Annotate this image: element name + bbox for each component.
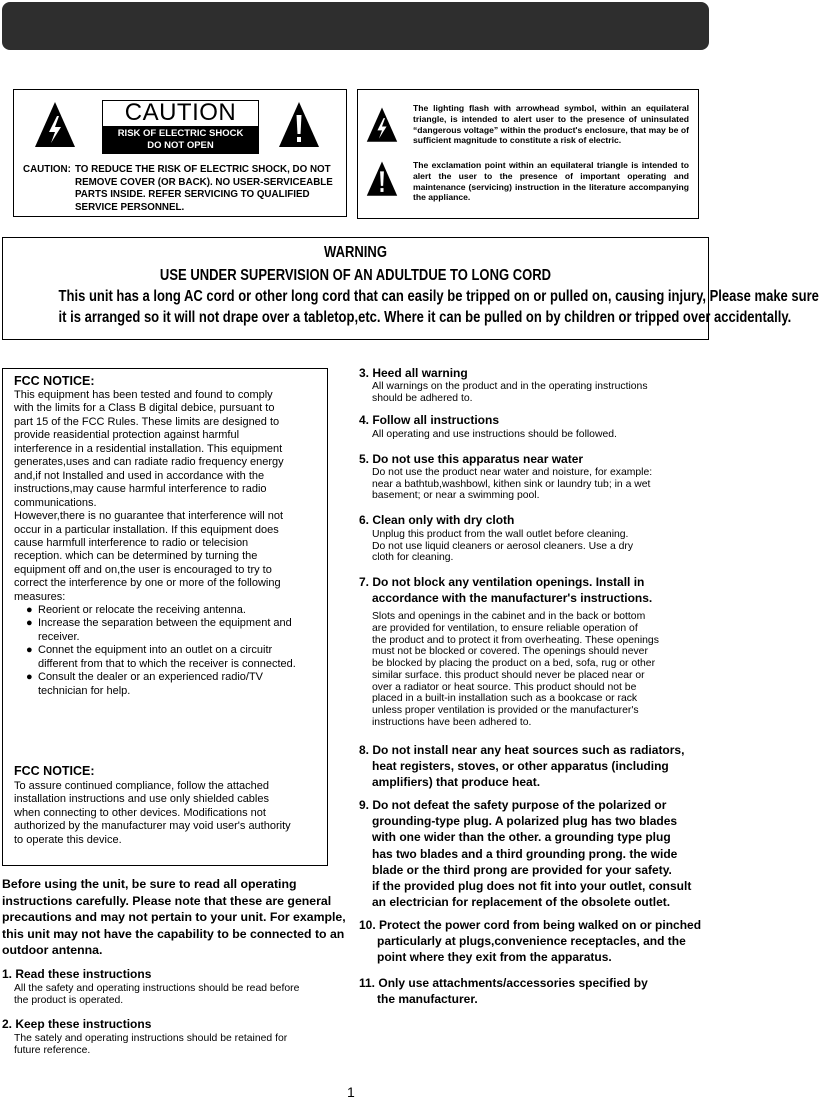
instruction-item bbox=[359, 975, 648, 1007]
instruction-line: Do not use the product near water and noisture, for example: bbox=[372, 467, 653, 478]
instruction-heading-line: an electrician for replacement of the obsolete outlet. bbox=[372, 895, 671, 910]
caution-statement-label: CAUTION: bbox=[23, 164, 71, 175]
instruction-heading: 5. Do not use this apparatus near water bbox=[359, 452, 584, 466]
fcc-line: To assure continued compliance, follow the attached bbox=[14, 780, 269, 792]
list-item-text: Connet the equipment into an outlet on a circuitr bbox=[38, 644, 273, 657]
instruction-line: should be adhered to. bbox=[372, 392, 473, 404]
instruction-line: instructions have been adhered to. bbox=[372, 716, 532, 728]
fcc-line: cause harmfull interference to radio or telecision bbox=[14, 536, 249, 549]
instruction-body bbox=[14, 983, 299, 1006]
instruction-heading-line: 8. Do not install near any heat sources such as radiators, bbox=[359, 743, 685, 757]
instruction-item bbox=[359, 742, 684, 791]
instruction-line: unless proper ventilation is provided or the manufacturer's bbox=[372, 705, 639, 716]
fcc-line: part 15 of the FCC Rules. These limits are designed to bbox=[14, 415, 280, 428]
caution-sub1: RISK OF ELECTRIC SHOCK bbox=[117, 128, 244, 139]
instruction-heading: 6. Clean only with dry cloth bbox=[359, 513, 515, 527]
instruction-line: over a radiator or heat source. This product should not be bbox=[372, 681, 637, 693]
fcc-line: installation instructions and use only shielded cables bbox=[14, 793, 269, 806]
instruction-heading-line: grounding-type plug. A polarized plug has two blades bbox=[372, 814, 678, 829]
caution-line: SERVICE PERSONNEL. bbox=[75, 201, 185, 213]
fcc-line: instructions,may cause harmful interference to radio bbox=[14, 483, 267, 496]
instruction-heading-line: 11. Only use attachments/accessories specified by bbox=[359, 976, 648, 990]
fcc-line: This equipment has been tested and found to comply bbox=[14, 389, 273, 401]
fcc-line: communications. bbox=[14, 496, 97, 509]
instruction-line: be blocked by placing the product on a bed, sofa, rug or other bbox=[372, 658, 656, 669]
page-number: 1 bbox=[347, 1084, 355, 1100]
instruction-line: the product and to protect it from overheating. These openings bbox=[372, 634, 659, 646]
caution-line: REMOVE COVER (OR BACK). NO USER-SERVICEABLE bbox=[75, 176, 333, 188]
fcc-heading: FCC NOTICE: bbox=[14, 764, 95, 778]
list-item-text: receiver. bbox=[38, 630, 80, 643]
instruction-heading-line: point where they exit from the apparatus. bbox=[377, 950, 612, 965]
instruction-line: Unplug this product from the wall outlet before cleaning. bbox=[372, 529, 629, 540]
instruction-line: cloth for cleaning. bbox=[372, 552, 454, 564]
fcc-heading: FCC NOTICE: bbox=[14, 374, 95, 388]
instruction-body bbox=[372, 611, 659, 729]
notice-line: outdoor antenna. bbox=[2, 943, 103, 958]
caution-statement bbox=[23, 164, 343, 214]
fcc-line: interference in a residential installation. This equipment bbox=[14, 442, 283, 455]
list-item bbox=[26, 671, 326, 698]
notice-line: this unit may not have the capability to be connected to an bbox=[2, 926, 345, 941]
fcc-line: measures: bbox=[14, 590, 66, 603]
caution-line: TO REDUCE THE RISK OF ELECTRIC SHOCK, DO NOT bbox=[75, 164, 331, 175]
instruction-heading-line: accordance with the manufacturer's instructions. bbox=[372, 591, 653, 606]
warning-text-line: This unit has a long AC cord or other long cord that can easily be tripped on or pulled on, causing injury, Please make sure bbox=[58, 288, 819, 305]
instruction-line: placed in a built-in installation such as a bookcase or rack bbox=[372, 693, 638, 705]
fcc-line: provide reasidential protection against harmful bbox=[14, 429, 240, 442]
list-item-text: Consult the dealer or an experienced radio/TV bbox=[38, 671, 264, 684]
instruction-line: All the safety and operating instructions should be read before bbox=[14, 983, 300, 994]
fcc-line: reception. which can be determined by turning the bbox=[14, 550, 258, 563]
header-bar bbox=[2, 2, 709, 50]
instruction-item bbox=[359, 917, 701, 966]
fcc-line: However,there is no guarantee that interference will not bbox=[14, 510, 284, 523]
instruction-heading-line: amplifiers) that produce heat. bbox=[372, 775, 541, 790]
instruction-heading: 4. Follow all instructions bbox=[359, 413, 500, 427]
instruction-line: All operating and use instructions should be followed. bbox=[372, 429, 617, 440]
instruction-item bbox=[359, 797, 691, 910]
instruction-line: basement; or near a swimming pool. bbox=[372, 490, 540, 502]
instruction-body bbox=[372, 429, 617, 441]
lightning-explanation: The lighting flash with arrowhead symbol, within an equilateral triangle, is intended to alert user to the presence of uninsulated “dangerous voltage” within the product's enclosure, that may be of sufficient magnitude to constitute a risk of electric. bbox=[413, 103, 689, 146]
instruction-line: must not be blocked or covered. The openings should never bbox=[372, 646, 648, 658]
caution-sub2: DO NOT OPEN bbox=[147, 140, 214, 151]
instruction-body bbox=[372, 467, 652, 502]
exclamation-explanation: The exclamation point within an equilateral triangle is intended to alert the user to the presence of important operating and maintenance (servicing) instruction in the literature accompanying the appliance. bbox=[413, 160, 689, 203]
instruction-line: near a bathtub,washbowl, kithen sink or laundry tub; in a wet bbox=[372, 478, 651, 490]
lightning-symbol-icon bbox=[365, 106, 399, 144]
instruction-heading-line: 9. Do not defeat the safety purpose of the polarized or bbox=[359, 798, 667, 812]
instruction-line: similar surface. this product should never be placed near or bbox=[372, 669, 645, 681]
list-item-text: technician for help. bbox=[38, 684, 131, 697]
instruction-body bbox=[372, 381, 648, 404]
bullet-icon: ● bbox=[26, 644, 33, 657]
list-item-text: Reorient or relocate the receiving antenna. bbox=[38, 604, 246, 616]
instruction-heading-line: blade or the third prong are provided for your safety. bbox=[372, 862, 672, 877]
list-item-text: Increase the separation between the equipment and bbox=[38, 617, 292, 630]
list-item bbox=[26, 617, 326, 644]
instruction-line: the product is operated. bbox=[14, 994, 124, 1006]
instruction-heading-line: if the provided plug does not fit into your outlet, consult bbox=[372, 879, 692, 894]
instruction-heading-line: 10. Protect the power cord from being walked on or pinched bbox=[359, 918, 702, 932]
fcc-measures-list bbox=[26, 604, 326, 698]
warning-subtitle: USE UNDER SUPERVISION OF AN ADULTDUE TO LONG CORD bbox=[159, 267, 552, 284]
instruction-heading-line: the manufacturer. bbox=[377, 992, 478, 1007]
fcc-line: and,if not Installed and used in accordance with the bbox=[14, 469, 265, 482]
instruction-line: Do not use liquid cleaners or aerosol cleaners. Use a dry bbox=[372, 540, 634, 552]
fcc-line: correct the interference by one or more of the following bbox=[14, 577, 281, 590]
notice-line: precautions and may not pertain to your unit. For example, bbox=[2, 910, 346, 925]
instruction-heading-line: with one wider than the other. a grounding type plug bbox=[372, 830, 671, 845]
instruction-body bbox=[372, 529, 633, 564]
instruction-heading-line: particularly at plugs,convenience receptacles, and the bbox=[377, 934, 686, 949]
instruction-line: Slots and openings in the cabinet and in the back or bottom bbox=[372, 611, 646, 622]
instruction-heading: 3. Heed all warning bbox=[359, 366, 468, 380]
fcc-line: authorized by the manufacturer may void user's authority bbox=[14, 820, 291, 833]
bullet-icon: ● bbox=[26, 617, 33, 630]
list-item-text: different from that to which the receiver is connected. bbox=[38, 657, 296, 670]
instruction-heading: 2. Keep these instructions bbox=[2, 1017, 152, 1031]
lightning-warning-icon bbox=[33, 100, 77, 150]
list-item bbox=[26, 644, 326, 671]
instruction-heading-line: has two blades and a third grounding prong. the wide bbox=[372, 846, 678, 861]
bullet-icon: ● bbox=[26, 671, 33, 684]
caution-label bbox=[102, 126, 259, 154]
fcc-line: occur in a particular installation. If this equipment does bbox=[14, 523, 279, 536]
instruction-heading-line: 7. Do not block any ventilation openings. Install in bbox=[359, 575, 645, 589]
instruction-heading: 1. Read these instructions bbox=[2, 967, 152, 981]
fcc-line: generates,uses and can radiate radio frequency energy bbox=[14, 456, 284, 469]
instruction-line: are provided for ventilation, to ensure reliable operation of bbox=[372, 622, 638, 634]
warning-text-line: it is arranged so it will not drape over a tabletop,etc. Where it can be pulled on by children or tripped over accidentally. bbox=[58, 309, 792, 326]
fcc-paragraph bbox=[14, 780, 322, 847]
bullet-icon: ● bbox=[26, 604, 33, 616]
notice-line: instructions carefully. Please note that these are general bbox=[2, 893, 332, 908]
caution-title: CAUTION bbox=[102, 100, 259, 127]
before-use-notice bbox=[2, 876, 346, 959]
instruction-heading bbox=[359, 574, 652, 606]
warning-title: WARNING bbox=[324, 244, 387, 261]
instruction-heading-line: heat registers, stoves, or other apparatus (including bbox=[372, 759, 669, 774]
list-item bbox=[26, 604, 326, 617]
instruction-line: The sately and operating instructions should be retained for bbox=[14, 1033, 288, 1044]
fcc-paragraph bbox=[14, 389, 322, 604]
fcc-line: equipment off and on,the user is encouraged to try to bbox=[14, 563, 272, 576]
fcc-line: to operate this device. bbox=[14, 833, 122, 846]
instruction-line: All warnings on the product and in the operating instructions bbox=[372, 381, 648, 392]
notice-line: Before using the unit, be sure to read all operating bbox=[2, 877, 297, 891]
exclamation-symbol-icon bbox=[365, 160, 399, 198]
instruction-line: future reference. bbox=[14, 1044, 91, 1056]
caution-line: PARTS INSIDE. REFER SERVICING TO QUALIFIED bbox=[75, 189, 310, 200]
instruction-body bbox=[14, 1033, 287, 1056]
fcc-line: with the limits for a Class B digital debice, pursuant to bbox=[14, 402, 275, 415]
exclamation-warning-icon bbox=[277, 100, 321, 150]
fcc-line: when connecting to other devices. Modifications not bbox=[14, 806, 266, 819]
